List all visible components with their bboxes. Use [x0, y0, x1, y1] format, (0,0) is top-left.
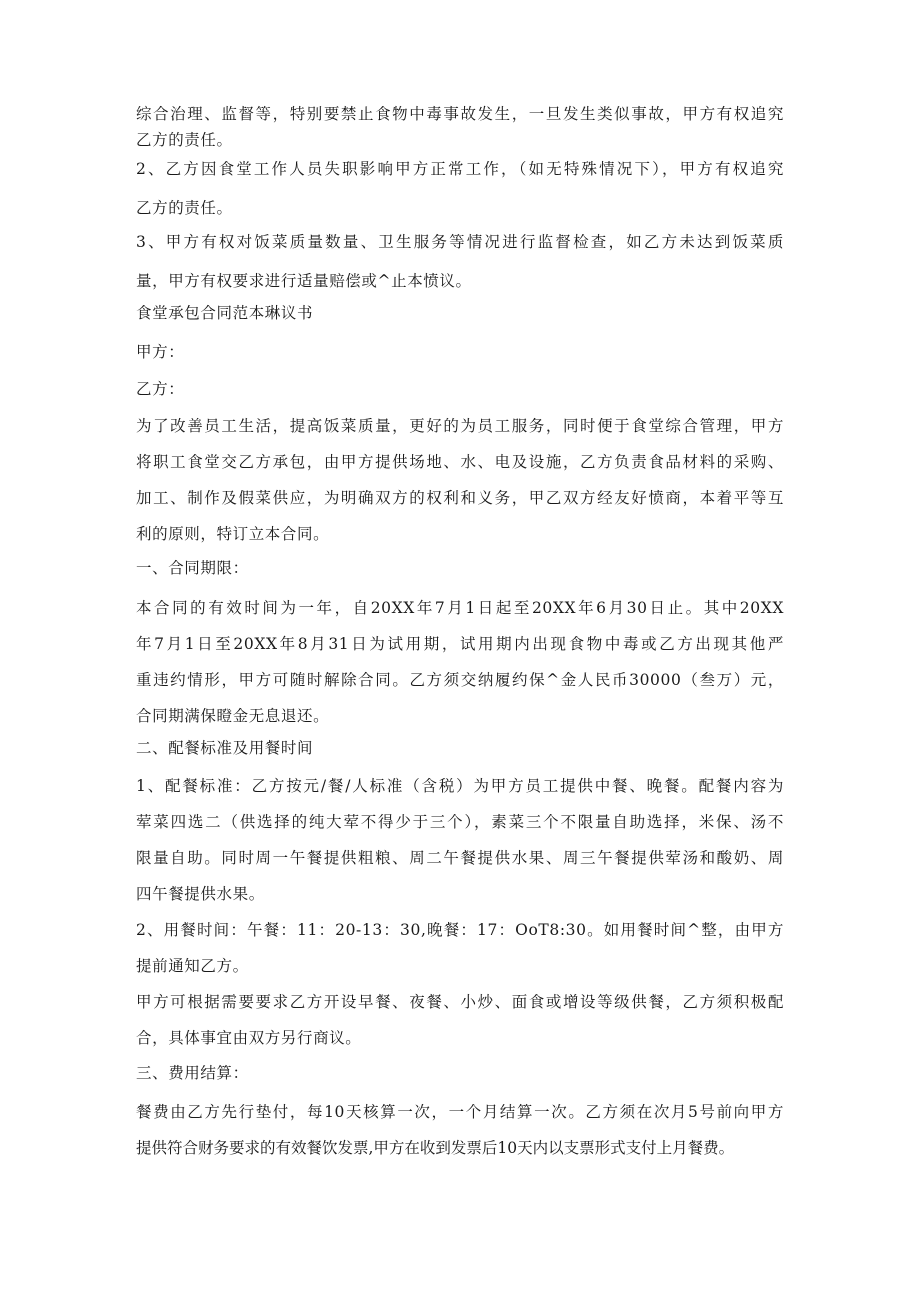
text-line: 四午餐提供水果。 [136, 885, 265, 903]
text-line: 提供符合财务要求的有效餐饮发票,甲方在收到发票后10天内以支票形式支付上月餐费。 [136, 1139, 735, 1157]
text-line: 利的原则，特订立本合同。 [136, 525, 330, 543]
text-line: 本合同的有效时间为一年，自20XX年7月1日起至20XX年6月30日止。其中20XX [136, 599, 784, 617]
text-line: 2、乙方因食堂工作人员失职影响甲方正常工作，（如无特殊情况下），甲方有权追究 [136, 160, 784, 178]
party-a-label: 甲方： [136, 343, 185, 361]
text-line: 餐费由乙方先行垫付，每10天核算一次，一个月结算一次。乙方须在次月5号前向甲方 [136, 1103, 784, 1121]
paragraph-term [136, 590, 784, 734]
paragraph-clause-3 [136, 227, 784, 297]
heading-contract-term: 一、合同期限： [136, 559, 249, 577]
paragraph-meal-time [136, 912, 784, 984]
text-line: 荤菜四选二（供选择的纯大荤不得少于三个），素菜三个不限量自助选择，米保、汤不 [136, 813, 784, 831]
text-line: 合，具体事宜由双方另行商议。 [136, 1029, 362, 1047]
text-line: 3、甲方有权对饭菜质量数量、卫生服务等情况进行监督检查，如乙方未达到饭菜质 [136, 233, 784, 251]
text-line: 综合治理、监督等，特别要禁止食物中毒事故发生，一旦发生类似事故，甲方有权追究 [136, 105, 784, 123]
paragraph-liability-food [136, 101, 784, 153]
contract-title: 食堂承包合同范本琳议书 [136, 304, 314, 322]
text-line: 重违约情形，甲方可随时解除合同。乙方须交纳履约保^金人民币30000（叁万）元， [136, 671, 784, 689]
text-line: 2、用餐时间：午餐：11：20-13：30,晚餐：17：OoT8:30。如用餐时间^整，由甲方 [136, 921, 784, 939]
text-line: 加工、制作及假菜供应，为明确双方的权利和义务，甲乙双方经友好愤商，本着平等互 [136, 489, 784, 507]
paragraph-fee-settlement [136, 1094, 784, 1166]
text-line: 限量自助。同时周一午餐提供粗粮、周二午餐提供水果、周三午餐提供荤汤和酸奶、周 [136, 849, 784, 867]
paragraph-intro [136, 408, 784, 552]
text-line: 为了改善员工生活，提高饭菜质量，更好的为员工服务，同时便于食堂综合管理，甲方 [136, 417, 784, 435]
paragraph-meal-standard [136, 768, 784, 912]
paragraph-clause-2 [136, 154, 784, 224]
text-line: 将职工食堂交乙方承包，由甲方提供场地、水、电及设施，乙方负责食品材料的采购、 [136, 453, 784, 471]
party-b-label: 乙方： [136, 380, 185, 398]
heading-meal-standard: 二、配餐标准及用餐时间 [136, 739, 314, 757]
paragraph-extra-meals [136, 984, 784, 1056]
text-line: 乙方的责任。 [136, 131, 233, 149]
heading-fee-settlement: 三、费用结算： [136, 1064, 249, 1082]
text-line: 年7月1日至20XX年8月31日为试用期，试用期内出现食物中毒或乙方出现其他严 [136, 635, 784, 653]
text-line: 合同期满保瞪金无息退还。 [136, 707, 330, 725]
text-line: 提前通知乙方。 [136, 957, 249, 975]
text-line: 1、配餐标准：乙方按元/餐/人标准（含税）为甲方员工提供中餐、晚餐。配餐内容为 [136, 777, 784, 795]
text-line: 量，甲方有权要求进行适量赔偿或^止本愤议。 [136, 272, 472, 290]
text-line: 乙方的责任。 [136, 199, 233, 217]
text-line: 甲方可根据需要要求乙方开设早餐、夜餐、小炒、面食或增设等级供餐，乙方须积极配 [136, 993, 784, 1011]
